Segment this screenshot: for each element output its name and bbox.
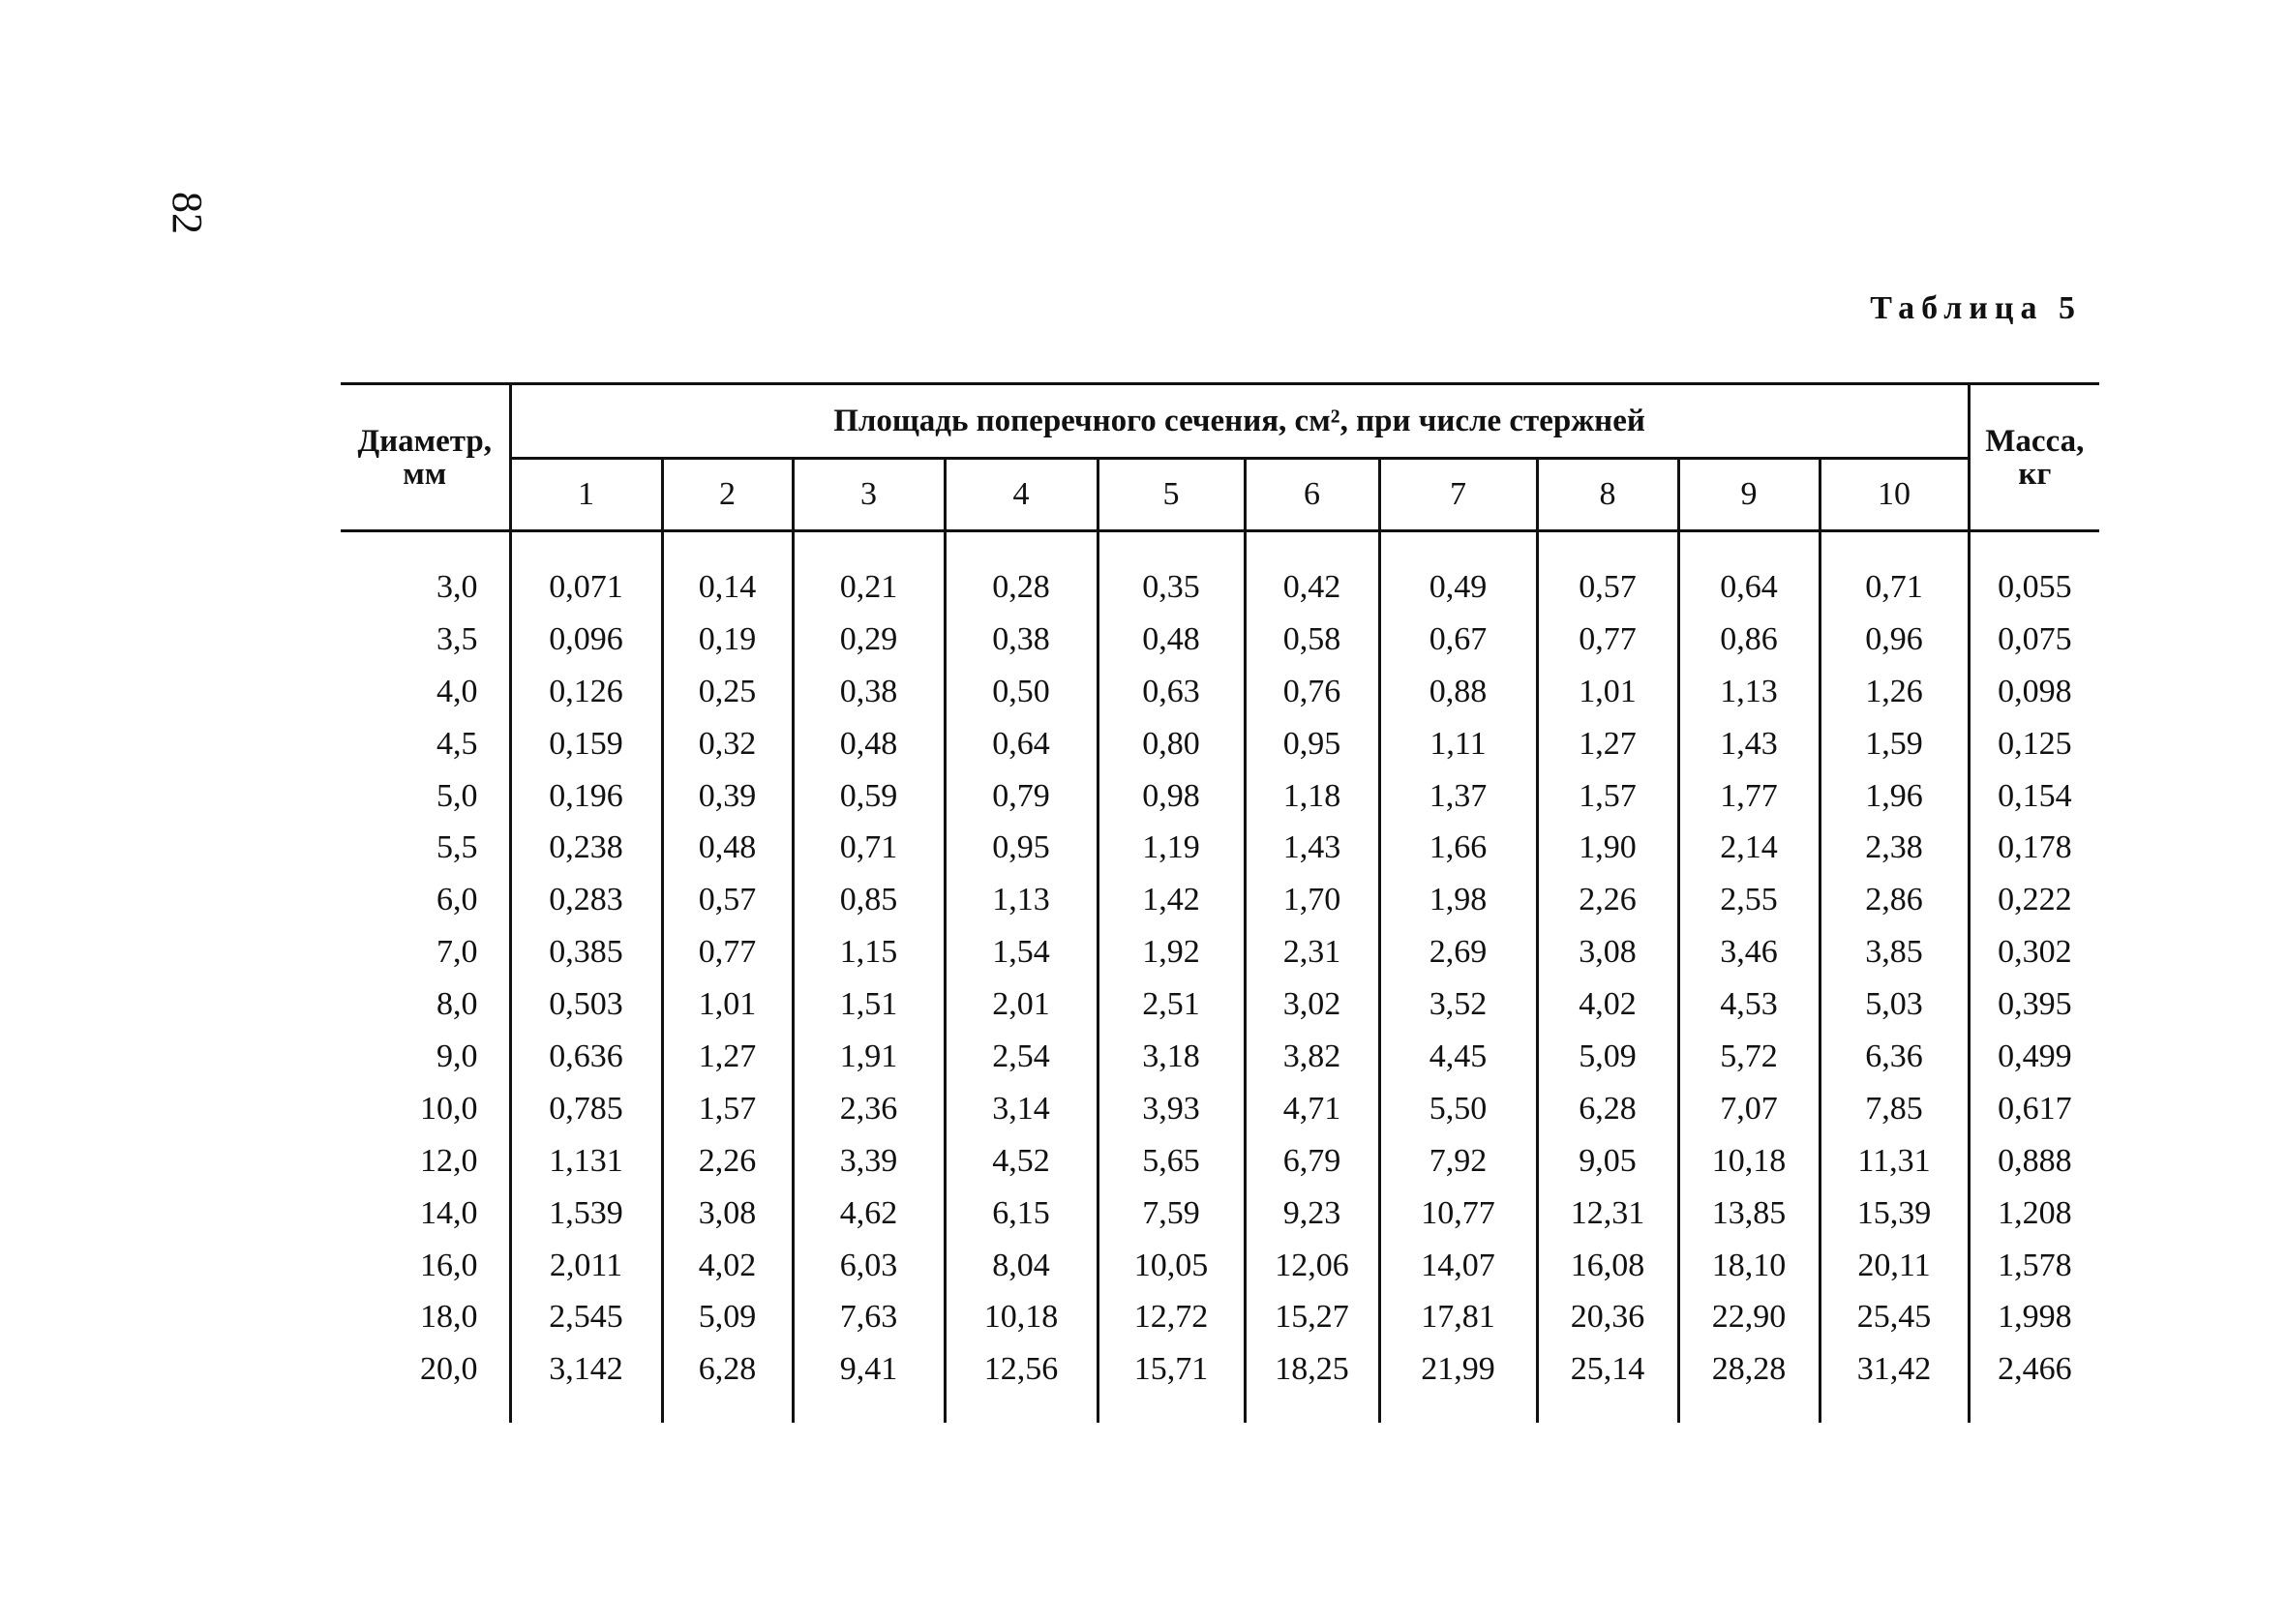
table-row (341, 1343, 2099, 1423)
area-cell: 4,45 (1379, 1031, 1537, 1083)
area-cell: 20,36 (1537, 1291, 1678, 1343)
area-cell: 1,43 (1678, 718, 1820, 770)
area-cell: 1,54 (945, 926, 1098, 978)
area-cell: 1,57 (662, 1083, 793, 1135)
table-row (341, 718, 2099, 770)
area-cell: 3,82 (1245, 1031, 1379, 1083)
area-cell: 0,67 (1379, 614, 1537, 666)
area-cell: 10,05 (1098, 1240, 1245, 1292)
area-cell: 1,43 (1245, 822, 1379, 874)
area-cell: 2,69 (1379, 926, 1537, 978)
table-row (341, 614, 2099, 666)
area-cell: 3,14 (945, 1083, 1098, 1135)
area-cell: 0,85 (793, 874, 945, 926)
area-cell: 1,66 (1379, 822, 1537, 874)
area-cell: 1,19 (1098, 822, 1245, 874)
area-cell: 0,58 (1245, 614, 1379, 666)
area-cell: 3,18 (1098, 1031, 1245, 1083)
area-cell: 3,85 (1820, 926, 1969, 978)
area-cell: 3,39 (793, 1135, 945, 1188)
area-cell: 10,18 (945, 1291, 1098, 1343)
diameter-cell: 8,0 (436, 986, 478, 1023)
mass-cell: 1,998 (1969, 1291, 2099, 1343)
mass-cell: 1,208 (1969, 1188, 2099, 1240)
area-cell: 31,42 (1820, 1343, 1969, 1423)
area-cell: 0,98 (1098, 770, 1245, 823)
diameter-cell: 18,0 (420, 1299, 478, 1336)
mass-cell: 0,395 (1969, 978, 2099, 1031)
area-cell: 0,71 (793, 822, 945, 874)
area-cell: 1,59 (1820, 718, 1969, 770)
table-row (341, 1135, 2099, 1188)
diameter-cell: 5,5 (436, 829, 478, 866)
area-cell: 0,29 (793, 614, 945, 666)
diameter-cell: 7,0 (436, 934, 478, 971)
area-cell: 3,52 (1379, 978, 1537, 1031)
rebar-area-table (341, 382, 2099, 1423)
mass-cell: 0,154 (1969, 770, 2099, 823)
table-label: Таблица 5 (1870, 290, 2082, 326)
table-row (341, 770, 2099, 823)
mass-cell: 1,578 (1969, 1240, 2099, 1292)
area-cell: 9,41 (793, 1343, 945, 1423)
area-cell: 0,48 (1098, 614, 1245, 666)
bar-count-header: 3 (793, 459, 945, 531)
area-cell: 0,57 (662, 874, 793, 926)
table-header (341, 384, 2099, 531)
area-cell: 0,39 (662, 770, 793, 823)
area-cell: 1,18 (1245, 770, 1379, 823)
area-cell: 5,50 (1379, 1083, 1537, 1135)
area-cell: 7,92 (1379, 1135, 1537, 1188)
area-cell: 5,09 (662, 1291, 793, 1343)
area-cell: 0,64 (1678, 531, 1820, 614)
area-cell: 12,06 (1245, 1240, 1379, 1292)
area-cell: 0,35 (1098, 531, 1245, 614)
diameter-cell: 4,5 (436, 725, 478, 762)
area-cell: 0,80 (1098, 718, 1245, 770)
mass-cell: 0,098 (1969, 666, 2099, 718)
area-cell: 22,90 (1678, 1291, 1820, 1343)
mass-cell: 0,055 (1969, 531, 2099, 614)
mass-cell: 0,125 (1969, 718, 2099, 770)
area-cell: 0,77 (1537, 614, 1678, 666)
area-cell: 1,01 (662, 978, 793, 1031)
area-cell: 2,36 (793, 1083, 945, 1135)
diameter-header: Диаметр, мм (357, 423, 493, 492)
area-cell: 1,01 (1537, 666, 1678, 718)
area-cell: 3,93 (1098, 1083, 1245, 1135)
area-cell: 2,55 (1678, 874, 1820, 926)
bar-count-header: 10 (1820, 459, 1969, 531)
area-cell: 3,46 (1678, 926, 1820, 978)
area-cell: 1,11 (1379, 718, 1537, 770)
area-cell: 4,02 (662, 1240, 793, 1292)
area-cell: 9,23 (1245, 1188, 1379, 1240)
area-cell: 1,13 (1678, 666, 1820, 718)
area-cell: 1,96 (1820, 770, 1969, 823)
area-cell: 17,81 (1379, 1291, 1537, 1343)
area-cell: 1,26 (1820, 666, 1969, 718)
area-cell: 0,071 (510, 531, 662, 614)
area-cell: 1,27 (662, 1031, 793, 1083)
area-cell: 15,27 (1245, 1291, 1379, 1343)
area-cell: 1,539 (510, 1188, 662, 1240)
bar-count-header: 6 (1245, 459, 1379, 531)
mass-cell: 0,617 (1969, 1083, 2099, 1135)
area-cell: 12,31 (1537, 1188, 1678, 1240)
area-cell: 0,49 (1379, 531, 1537, 614)
bar-count-header: 9 (1678, 459, 1820, 531)
area-cell: 7,85 (1820, 1083, 1969, 1135)
area-cell: 1,37 (1379, 770, 1537, 823)
area-cell: 10,18 (1678, 1135, 1820, 1188)
mass-cell: 0,178 (1969, 822, 2099, 874)
bar-count-header: 5 (1098, 459, 1245, 531)
table-row (341, 1188, 2099, 1240)
area-cell: 0,77 (662, 926, 793, 978)
bar-count-header: 1 (510, 459, 662, 531)
table-row (341, 666, 2099, 718)
area-cell: 0,79 (945, 770, 1098, 823)
area-cell: 5,65 (1098, 1135, 1245, 1188)
diameter-cell: 14,0 (420, 1194, 478, 1231)
area-cell: 1,92 (1098, 926, 1245, 978)
area-cell: 8,04 (945, 1240, 1098, 1292)
diameter-cell: 20,0 (420, 1351, 478, 1388)
area-cell: 1,42 (1098, 874, 1245, 926)
area-cell: 4,52 (945, 1135, 1098, 1188)
page-number: 82 (164, 192, 211, 234)
area-cell: 2,26 (1537, 874, 1678, 926)
area-cell: 6,28 (662, 1343, 793, 1423)
table-row (341, 978, 2099, 1031)
area-cell: 0,32 (662, 718, 793, 770)
table-row (341, 926, 2099, 978)
mass-cell: 0,888 (1969, 1135, 2099, 1188)
area-cell: 0,88 (1379, 666, 1537, 718)
area-cell: 11,31 (1820, 1135, 1969, 1188)
area-cell: 0,14 (662, 531, 793, 614)
table-container (341, 382, 2099, 1423)
area-cell: 0,50 (945, 666, 1098, 718)
diameter-cell: 16,0 (420, 1247, 478, 1283)
table-row (341, 1031, 2099, 1083)
area-cell: 0,48 (662, 822, 793, 874)
area-cell: 0,63 (1098, 666, 1245, 718)
area-cell: 0,785 (510, 1083, 662, 1135)
area-cell: 1,15 (793, 926, 945, 978)
diameter-cell: 12,0 (420, 1142, 478, 1179)
area-cell: 18,25 (1245, 1343, 1379, 1423)
diameter-cell: 6,0 (436, 882, 478, 918)
area-cell: 21,99 (1379, 1343, 1537, 1423)
area-cell: 0,636 (510, 1031, 662, 1083)
area-cell: 6,03 (793, 1240, 945, 1292)
mass-cell: 0,302 (1969, 926, 2099, 978)
area-cell: 12,72 (1098, 1291, 1245, 1343)
area-cell: 5,72 (1678, 1031, 1820, 1083)
area-cell: 15,39 (1820, 1188, 1969, 1240)
bar-count-header: 4 (945, 459, 1098, 531)
area-cell: 18,10 (1678, 1240, 1820, 1292)
area-cell: 4,53 (1678, 978, 1820, 1031)
area-cell: 16,08 (1537, 1240, 1678, 1292)
diameter-cell: 9,0 (436, 1038, 478, 1074)
area-cell: 6,79 (1245, 1135, 1379, 1188)
area-cell: 1,13 (945, 874, 1098, 926)
area-cell: 3,08 (662, 1188, 793, 1240)
area-cell: 0,96 (1820, 614, 1969, 666)
area-cell: 5,03 (1820, 978, 1969, 1031)
table-row (341, 874, 2099, 926)
area-cell: 0,196 (510, 770, 662, 823)
area-cell: 6,36 (1820, 1031, 1969, 1083)
area-cell: 1,27 (1537, 718, 1678, 770)
area-cell: 0,38 (793, 666, 945, 718)
area-cell: 4,71 (1245, 1083, 1379, 1135)
area-cell: 0,71 (1820, 531, 1969, 614)
area-cell: 0,86 (1678, 614, 1820, 666)
area-cell: 0,283 (510, 874, 662, 926)
area-cell: 7,63 (793, 1291, 945, 1343)
area-cell: 7,59 (1098, 1188, 1245, 1240)
diameter-cell: 4,0 (436, 673, 478, 709)
area-header: Площадь поперечного сечения, см², при числе стержней (510, 384, 1969, 459)
area-cell: 1,91 (793, 1031, 945, 1083)
area-cell: 2,86 (1820, 874, 1969, 926)
area-cell: 1,77 (1678, 770, 1820, 823)
area-cell: 2,54 (945, 1031, 1098, 1083)
area-cell: 0,21 (793, 531, 945, 614)
area-cell: 2,31 (1245, 926, 1379, 978)
area-cell: 2,26 (662, 1135, 793, 1188)
area-cell: 25,14 (1537, 1343, 1678, 1423)
area-cell: 5,09 (1537, 1031, 1678, 1083)
area-cell: 3,142 (510, 1343, 662, 1423)
area-cell: 3,02 (1245, 978, 1379, 1031)
mass-cell: 0,222 (1969, 874, 2099, 926)
area-cell: 0,95 (945, 822, 1098, 874)
area-cell: 0,503 (510, 978, 662, 1031)
area-cell: 2,545 (510, 1291, 662, 1343)
area-cell: 12,56 (945, 1343, 1098, 1423)
diameter-cell: 3,5 (436, 620, 478, 657)
area-cell: 2,51 (1098, 978, 1245, 1031)
area-cell: 6,28 (1537, 1083, 1678, 1135)
area-cell: 3,08 (1537, 926, 1678, 978)
area-cell: 28,28 (1678, 1343, 1820, 1423)
area-cell: 2,38 (1820, 822, 1969, 874)
table-row (341, 1240, 2099, 1292)
area-cell: 15,71 (1098, 1343, 1245, 1423)
area-cell: 0,385 (510, 926, 662, 978)
area-cell: 10,77 (1379, 1188, 1537, 1240)
area-cell: 1,90 (1537, 822, 1678, 874)
area-cell: 0,95 (1245, 718, 1379, 770)
area-cell: 14,07 (1379, 1240, 1537, 1292)
area-cell: 0,42 (1245, 531, 1379, 614)
area-cell: 0,59 (793, 770, 945, 823)
area-cell: 1,57 (1537, 770, 1678, 823)
area-cell: 4,62 (793, 1188, 945, 1240)
area-cell: 0,096 (510, 614, 662, 666)
area-cell: 0,28 (945, 531, 1098, 614)
area-cell: 2,011 (510, 1240, 662, 1292)
area-cell: 2,14 (1678, 822, 1820, 874)
table-row (341, 822, 2099, 874)
area-cell: 4,02 (1537, 978, 1678, 1031)
mass-cell: 0,075 (1969, 614, 2099, 666)
diameter-cell: 10,0 (420, 1090, 478, 1127)
area-cell: 0,64 (945, 718, 1098, 770)
diameter-cell: 5,0 (436, 777, 478, 814)
area-cell: 0,159 (510, 718, 662, 770)
table-row (341, 1291, 2099, 1343)
table-row (341, 1083, 2099, 1135)
bar-count-header: 8 (1537, 459, 1678, 531)
area-cell: 0,126 (510, 666, 662, 718)
area-cell: 0,19 (662, 614, 793, 666)
area-cell: 13,85 (1678, 1188, 1820, 1240)
bar-count-header: 7 (1379, 459, 1537, 531)
area-cell: 2,01 (945, 978, 1098, 1031)
area-cell: 9,05 (1537, 1135, 1678, 1188)
mass-cell: 2,466 (1969, 1343, 2099, 1423)
area-cell: 0,57 (1537, 531, 1678, 614)
area-cell: 25,45 (1820, 1291, 1969, 1343)
bar-count-header: 2 (662, 459, 793, 531)
area-cell: 1,98 (1379, 874, 1537, 926)
diameter-cell: 3,0 (436, 568, 478, 605)
area-cell: 0,38 (945, 614, 1098, 666)
area-cell: 20,11 (1820, 1240, 1969, 1292)
area-cell: 0,76 (1245, 666, 1379, 718)
mass-cell: 0,499 (1969, 1031, 2099, 1083)
area-cell: 7,07 (1678, 1083, 1820, 1135)
area-cell: 0,48 (793, 718, 945, 770)
table-row (341, 531, 2099, 614)
mass-header: Масса, кг (1969, 384, 2099, 531)
area-cell: 0,25 (662, 666, 793, 718)
area-cell: 1,131 (510, 1135, 662, 1188)
area-cell: 6,15 (945, 1188, 1098, 1240)
area-cell: 1,51 (793, 978, 945, 1031)
table-body (341, 531, 2099, 1424)
area-cell: 0,238 (510, 822, 662, 874)
area-cell: 1,70 (1245, 874, 1379, 926)
